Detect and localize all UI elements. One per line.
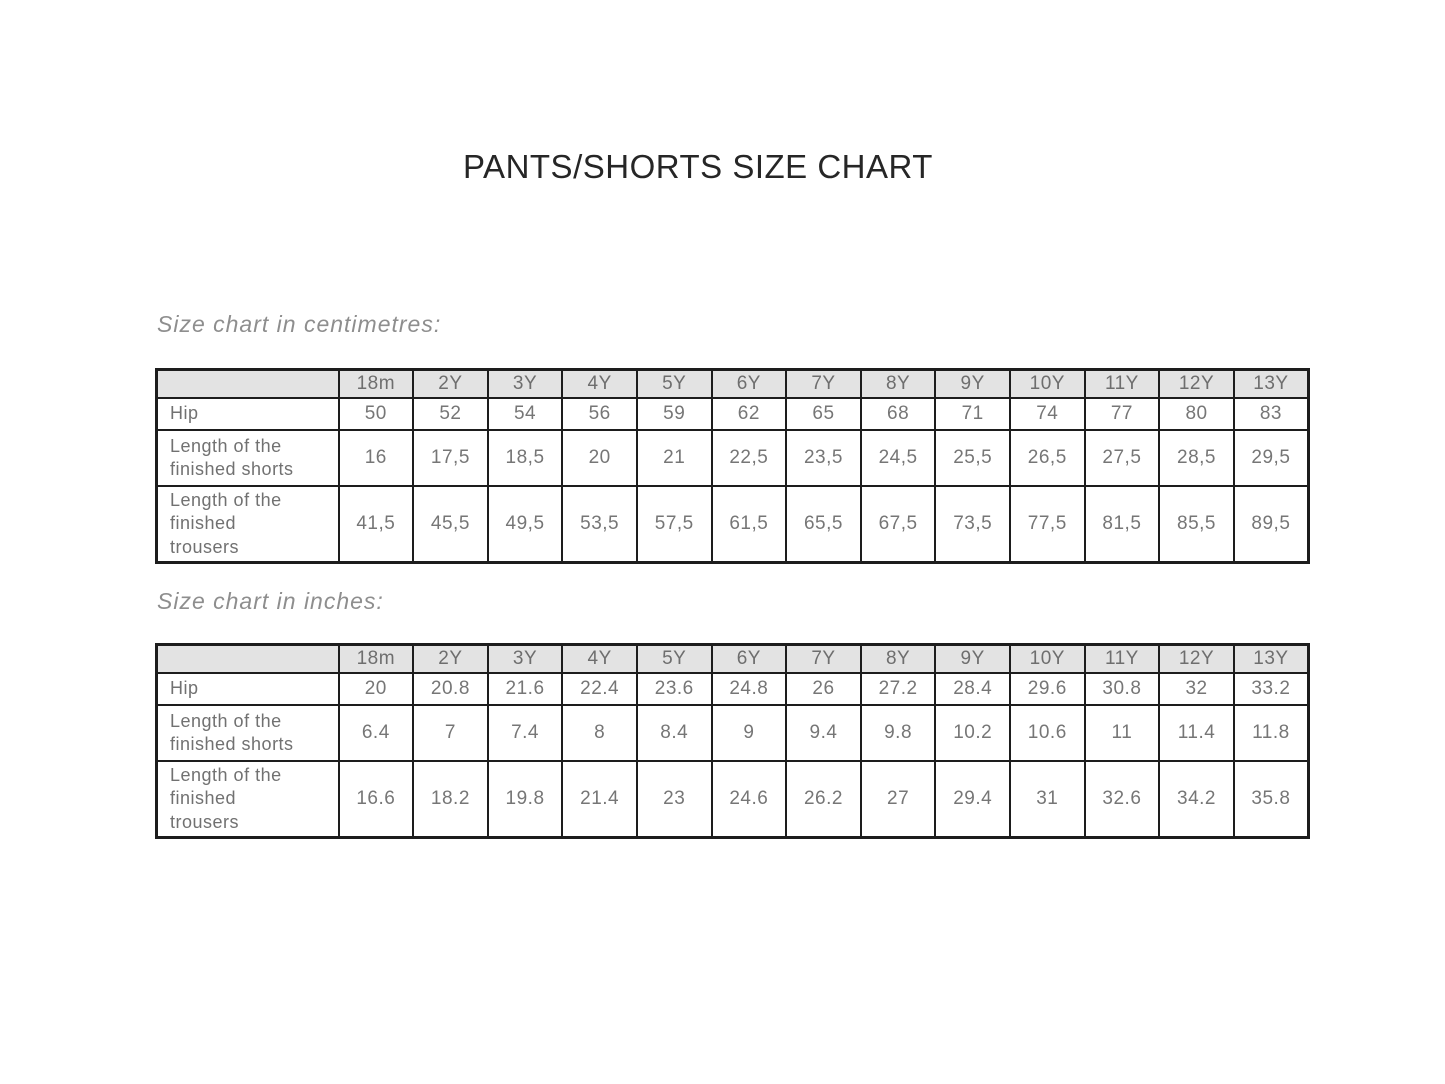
size-value: 28.4 (935, 673, 1010, 705)
size-value: 65,5 (786, 486, 861, 563)
row-label: Length of the finished shorts (157, 430, 339, 486)
size-value: 53,5 (562, 486, 637, 563)
table-row (157, 430, 1309, 486)
size-value: 10.6 (1010, 705, 1085, 761)
size-value: 27,5 (1085, 430, 1160, 486)
size-value: 49,5 (488, 486, 563, 563)
size-value: 22,5 (712, 430, 787, 486)
header-row (157, 645, 1309, 674)
size-value: 45,5 (413, 486, 488, 563)
size-value: 20 (339, 673, 414, 705)
size-value: 28,5 (1159, 430, 1234, 486)
size-value: 74 (1010, 398, 1085, 430)
table-row (157, 398, 1309, 430)
row-label: Hip (157, 398, 339, 430)
size-value: 85,5 (1159, 486, 1234, 563)
size-value: 6.4 (339, 705, 414, 761)
size-table-centimetres (155, 368, 1310, 564)
column-header: 7Y (786, 370, 861, 399)
size-value: 68 (861, 398, 936, 430)
column-header: 18m (339, 370, 414, 399)
size-value: 26 (786, 673, 861, 705)
table-row (157, 486, 1309, 563)
table-row (157, 673, 1309, 705)
size-value: 24.6 (712, 761, 787, 838)
corner-cell (157, 370, 339, 399)
column-header: 12Y (1159, 370, 1234, 399)
size-value: 50 (339, 398, 414, 430)
section-label-inches: Size chart in inches: (157, 588, 384, 614)
size-value: 67,5 (861, 486, 936, 563)
size-value: 56 (562, 398, 637, 430)
size-value: 83 (1234, 398, 1309, 430)
size-value: 81,5 (1085, 486, 1160, 563)
size-value: 24,5 (861, 430, 936, 486)
size-value: 29.4 (935, 761, 1010, 838)
column-header: 11Y (1085, 645, 1160, 674)
size-value: 65 (786, 398, 861, 430)
column-header: 4Y (562, 645, 637, 674)
size-value: 9 (712, 705, 787, 761)
size-value: 57,5 (637, 486, 712, 563)
column-header: 8Y (861, 370, 936, 399)
size-value: 23,5 (786, 430, 861, 486)
size-value: 29.6 (1010, 673, 1085, 705)
column-header: 8Y (861, 645, 936, 674)
column-header: 4Y (562, 370, 637, 399)
size-value: 52 (413, 398, 488, 430)
size-value: 59 (637, 398, 712, 430)
size-value: 80 (1159, 398, 1234, 430)
size-value: 8 (562, 705, 637, 761)
section-label-centimetres: Size chart in centimetres: (157, 311, 442, 337)
table-row (157, 761, 1309, 838)
size-value: 27.2 (861, 673, 936, 705)
size-value: 30.8 (1085, 673, 1160, 705)
column-header: 11Y (1085, 370, 1160, 399)
size-value: 11 (1085, 705, 1160, 761)
size-value: 32.6 (1085, 761, 1160, 838)
column-header: 12Y (1159, 645, 1234, 674)
size-value: 54 (488, 398, 563, 430)
row-label: Hip (157, 673, 339, 705)
corner-cell (157, 645, 339, 674)
size-value: 62 (712, 398, 787, 430)
size-table-inches (155, 643, 1310, 839)
size-value: 26,5 (1010, 430, 1085, 486)
size-value: 18.2 (413, 761, 488, 838)
size-value: 89,5 (1234, 486, 1309, 563)
column-header: 13Y (1234, 370, 1309, 399)
size-value: 27 (861, 761, 936, 838)
size-value: 21.6 (488, 673, 563, 705)
header-row (157, 370, 1309, 399)
size-value: 31 (1010, 761, 1085, 838)
size-value: 41,5 (339, 486, 414, 563)
size-value: 21 (637, 430, 712, 486)
size-value: 9.4 (786, 705, 861, 761)
page-title: PANTS/SHORTS SIZE CHART (463, 148, 933, 185)
row-label: Length of the finished trousers (157, 486, 339, 563)
size-value: 25,5 (935, 430, 1010, 486)
size-value: 29,5 (1234, 430, 1309, 486)
size-value: 7.4 (488, 705, 563, 761)
size-value: 73,5 (935, 486, 1010, 563)
size-value: 35.8 (1234, 761, 1309, 838)
size-value: 19.8 (488, 761, 563, 838)
column-header: 5Y (637, 370, 712, 399)
size-value: 23 (637, 761, 712, 838)
size-value: 7 (413, 705, 488, 761)
column-header: 10Y (1010, 645, 1085, 674)
size-value: 34.2 (1159, 761, 1234, 838)
size-value: 21.4 (562, 761, 637, 838)
column-header: 3Y (488, 645, 563, 674)
column-header: 10Y (1010, 370, 1085, 399)
size-value: 17,5 (413, 430, 488, 486)
column-header: 18m (339, 645, 414, 674)
size-value: 20.8 (413, 673, 488, 705)
column-header: 5Y (637, 645, 712, 674)
column-header: 13Y (1234, 645, 1309, 674)
row-label: Length of the finished trousers (157, 761, 339, 838)
table-row (157, 705, 1309, 761)
column-header: 9Y (935, 645, 1010, 674)
size-value: 23.6 (637, 673, 712, 705)
size-value: 8.4 (637, 705, 712, 761)
row-label: Length of the finished shorts (157, 705, 339, 761)
size-value: 24.8 (712, 673, 787, 705)
size-value: 11.8 (1234, 705, 1309, 761)
size-value: 20 (562, 430, 637, 486)
size-value: 16.6 (339, 761, 414, 838)
size-value: 61,5 (712, 486, 787, 563)
size-value: 32 (1159, 673, 1234, 705)
size-value: 77,5 (1010, 486, 1085, 563)
size-value: 9.8 (861, 705, 936, 761)
size-value: 71 (935, 398, 1010, 430)
size-value: 77 (1085, 398, 1160, 430)
column-header: 6Y (712, 645, 787, 674)
size-value: 18,5 (488, 430, 563, 486)
size-value: 33.2 (1234, 673, 1309, 705)
column-header: 9Y (935, 370, 1010, 399)
column-header: 3Y (488, 370, 563, 399)
size-value: 10.2 (935, 705, 1010, 761)
size-value: 26.2 (786, 761, 861, 838)
size-value: 16 (339, 430, 414, 486)
column-header: 6Y (712, 370, 787, 399)
column-header: 2Y (413, 370, 488, 399)
size-value: 22.4 (562, 673, 637, 705)
size-value: 11.4 (1159, 705, 1234, 761)
column-header: 7Y (786, 645, 861, 674)
column-header: 2Y (413, 645, 488, 674)
